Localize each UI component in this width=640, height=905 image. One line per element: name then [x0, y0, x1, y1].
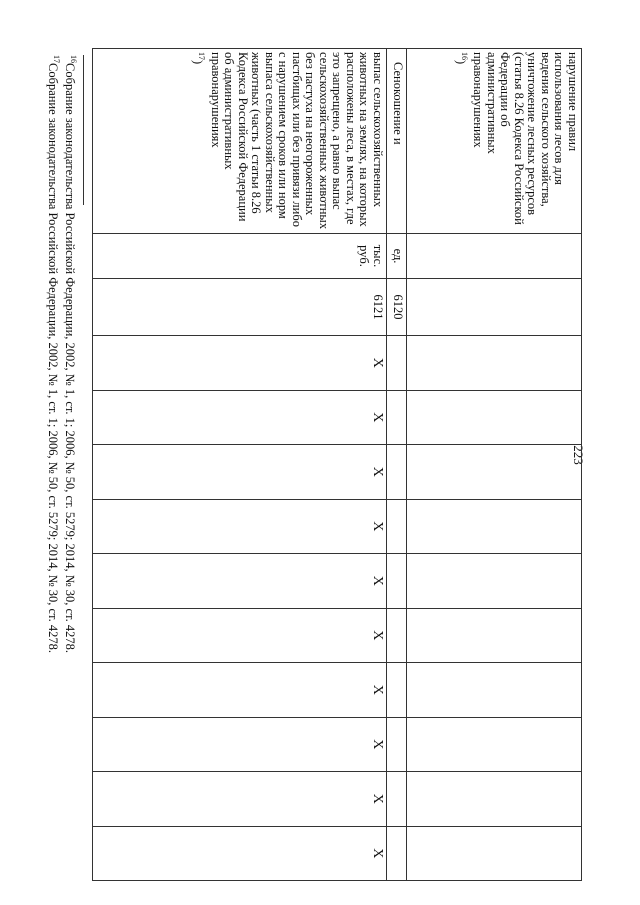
- footnote-17: [46, 55, 63, 875]
- table-cell: [407, 772, 582, 827]
- footnote-ref-17: 17: [197, 52, 207, 60]
- row-name-cell: [387, 49, 407, 234]
- footnote-text: Собрание законодательства Российской Федерации, 2002, № 1, ст. 1; 2006, № 50, ст. 5279; 2014, № 30, ст. 4278.: [62, 63, 77, 653]
- table-cell: [387, 717, 407, 772]
- table-cell: X: [93, 608, 387, 663]
- footnote-text: Собрание законодательства Российской Федерации, 2002, № 1, ст. 1; 2006, № 50, ст. 5279; 2014, № 30, ст. 4278.: [45, 63, 60, 653]
- table-cell: X: [93, 717, 387, 772]
- table-cell: [407, 554, 582, 609]
- table-row-haymaking: [387, 49, 407, 881]
- closing-paren: ): [453, 60, 468, 65]
- unit-cell: ед.: [387, 234, 407, 279]
- table-cell: [407, 717, 582, 772]
- form-table: [92, 48, 582, 881]
- row-description: нарушение правил использования лесов для ведения сельского хозяйства, уничтожение лесных ресурсов (статья 8.26 Кодекса Российской Федерации об административных правонарушениях: [471, 52, 580, 225]
- table-cell: [387, 554, 407, 609]
- footnote-divider: [83, 55, 84, 205]
- table-cell: [407, 663, 582, 718]
- table-cell: [407, 499, 582, 554]
- table-cell: [387, 390, 407, 445]
- closing-paren: ): [191, 60, 206, 65]
- table-cell: X: [93, 554, 387, 609]
- table-cell: [387, 608, 407, 663]
- table-cell: [407, 826, 582, 881]
- row-name-cell: [93, 49, 387, 234]
- footnote-ref-16: 16: [460, 52, 469, 60]
- footnote-mark: 16: [69, 55, 78, 63]
- table-cell: X: [93, 499, 387, 554]
- code-cell: [407, 279, 582, 336]
- unit-cell: тыс. руб.: [93, 234, 387, 279]
- table-row-violation-rules: [407, 49, 582, 881]
- table-row-grazing: [93, 49, 387, 881]
- page-number: 223: [571, 445, 586, 465]
- table-cell: [387, 826, 407, 881]
- unit-cell: [407, 234, 582, 279]
- table-cell: [387, 499, 407, 554]
- table-cell: [407, 445, 582, 500]
- table-cell: X: [93, 336, 387, 391]
- row-title: Сенокошение и: [391, 62, 405, 145]
- table-cell: [407, 390, 582, 445]
- table-cell: [407, 608, 582, 663]
- table-cell: [387, 336, 407, 391]
- row-description: выпас сельскохозяйственных животных на землях, на которых расположены леса, в местах, где это запрещено, а равно выпас сельскохозяйственных животных без пастуха на неогороженных пастбищах или без привязи либо с нарушением сроков или норм выпаса сельскохозяйственных животных (часть 1 статьи 8.26 Кодекса Российской Федерации об административных правонарушениях: [209, 52, 385, 230]
- code-cell: 6120: [387, 279, 407, 336]
- table-cell: [387, 772, 407, 827]
- table-cell: [387, 445, 407, 500]
- table-cell: [387, 663, 407, 718]
- table-cell: X: [93, 445, 387, 500]
- footnote-mark: 17: [51, 55, 61, 63]
- table-cell: X: [93, 826, 387, 881]
- footnotes: [46, 55, 84, 875]
- table-cell: X: [93, 663, 387, 718]
- table-cell: [407, 336, 582, 391]
- code-cell: 6121: [93, 279, 387, 336]
- table-cell: X: [93, 772, 387, 827]
- footnote-16: [63, 55, 80, 875]
- row-name-cell: [407, 49, 582, 234]
- table-cell: X: [93, 390, 387, 445]
